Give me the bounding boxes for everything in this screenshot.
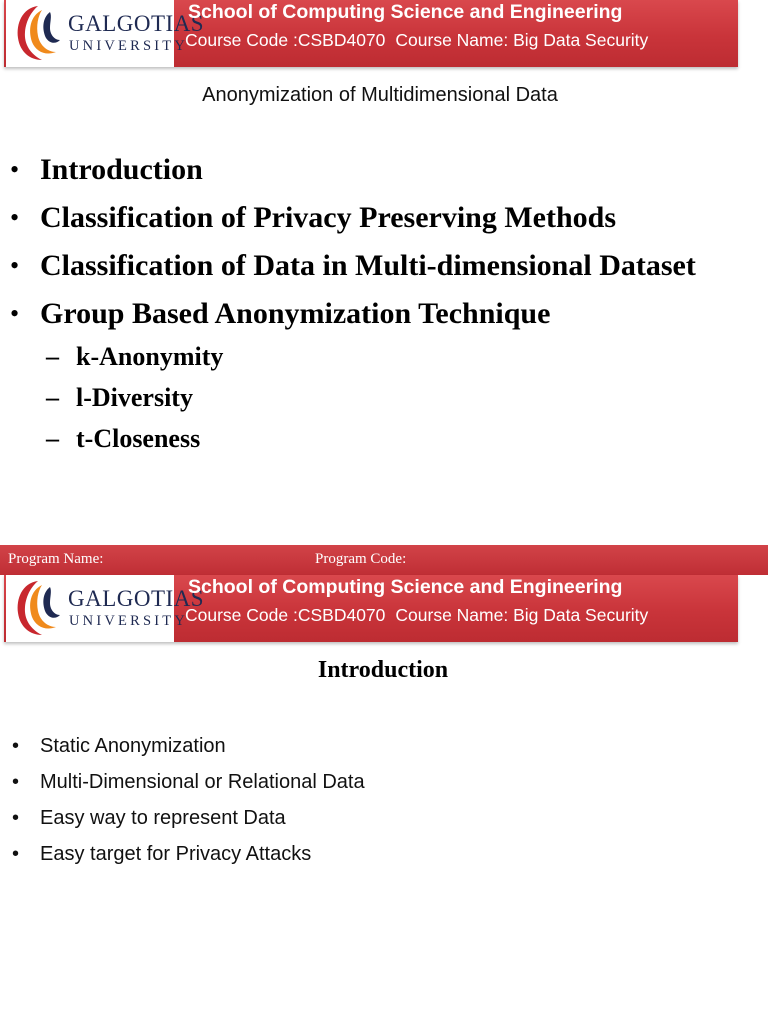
bullet-text: Easy way to represent Data bbox=[40, 807, 286, 829]
bullet-icon: • bbox=[10, 299, 20, 328]
list-item bbox=[10, 198, 740, 238]
bullet-list bbox=[10, 728, 365, 872]
bullet-text: Group Based Anonymization Technique bbox=[40, 297, 551, 330]
school-name: School of Computing Science and Engineering bbox=[188, 1, 623, 23]
slide-title: Introduction bbox=[317, 657, 449, 683]
university-logo bbox=[6, 0, 205, 67]
list-item bbox=[10, 836, 365, 872]
list-item bbox=[10, 800, 365, 836]
sub-list-item bbox=[40, 377, 768, 418]
bullet-icon: • bbox=[12, 735, 20, 757]
list-item bbox=[10, 246, 740, 286]
bullet-text: Introduction bbox=[40, 153, 203, 186]
sub-bullet-text: t-Closeness bbox=[76, 424, 201, 453]
program-code-label: Program Code: bbox=[315, 551, 407, 567]
course-info bbox=[185, 605, 648, 626]
sub-bullet-text: l-Diversity bbox=[76, 383, 193, 412]
bullet-icon: • bbox=[12, 843, 20, 865]
university-logo bbox=[6, 575, 205, 642]
logo-subtitle: UNIVERSITY bbox=[69, 613, 188, 629]
course-name: Course Name: Big Data Security bbox=[395, 30, 649, 50]
header-banner bbox=[4, 0, 738, 67]
list-item bbox=[10, 764, 365, 800]
dash-icon: – bbox=[46, 342, 59, 371]
course-info bbox=[185, 30, 648, 51]
logo-subtitle: UNIVERSITY bbox=[69, 38, 188, 54]
galgotias-logo-icon bbox=[12, 2, 64, 64]
program-name-label: Program Name: bbox=[8, 551, 104, 567]
bullet-icon: • bbox=[12, 807, 20, 829]
school-name: School of Computing Science and Engineering bbox=[188, 576, 623, 598]
bullet-text: Multi-Dimensional or Relational Data bbox=[40, 771, 365, 793]
bullet-text: Classification of Privacy Preserving Methods bbox=[40, 201, 617, 234]
course-name: Course Name: Big Data Security bbox=[395, 605, 649, 625]
bullet-icon: • bbox=[10, 251, 20, 280]
logo-name: GALGOTIAS bbox=[68, 11, 205, 36]
slide-title: Anonymization of Multidimensional Data bbox=[202, 84, 558, 106]
bullet-icon: • bbox=[10, 203, 20, 232]
bullet-text: Classification of Data in Multi-dimensional Dataset bbox=[40, 249, 696, 282]
sub-list-item bbox=[40, 418, 768, 459]
bullet-icon: • bbox=[10, 155, 20, 184]
galgotias-logo-icon bbox=[12, 577, 64, 639]
course-code: Course Code :CSBD4070 bbox=[185, 30, 386, 50]
sub-bullet-text: k-Anonymity bbox=[76, 342, 224, 371]
dash-icon: – bbox=[46, 383, 59, 412]
list-item bbox=[10, 294, 740, 459]
list-item bbox=[10, 150, 740, 190]
bullet-icon: • bbox=[12, 771, 20, 793]
bullet-list bbox=[10, 150, 740, 467]
sub-bullet-list bbox=[40, 336, 740, 459]
course-code: Course Code :CSBD4070 bbox=[185, 605, 386, 625]
sub-list-item bbox=[40, 336, 768, 377]
header-banner bbox=[4, 575, 738, 642]
logo-name: GALGOTIAS bbox=[68, 586, 205, 611]
dash-icon: – bbox=[46, 424, 59, 453]
footer-bar bbox=[0, 545, 768, 575]
slide-2 bbox=[0, 575, 768, 1024]
list-item bbox=[10, 728, 365, 764]
bullet-text: Static Anonymization bbox=[40, 735, 226, 757]
bullet-text: Easy target for Privacy Attacks bbox=[40, 843, 312, 865]
